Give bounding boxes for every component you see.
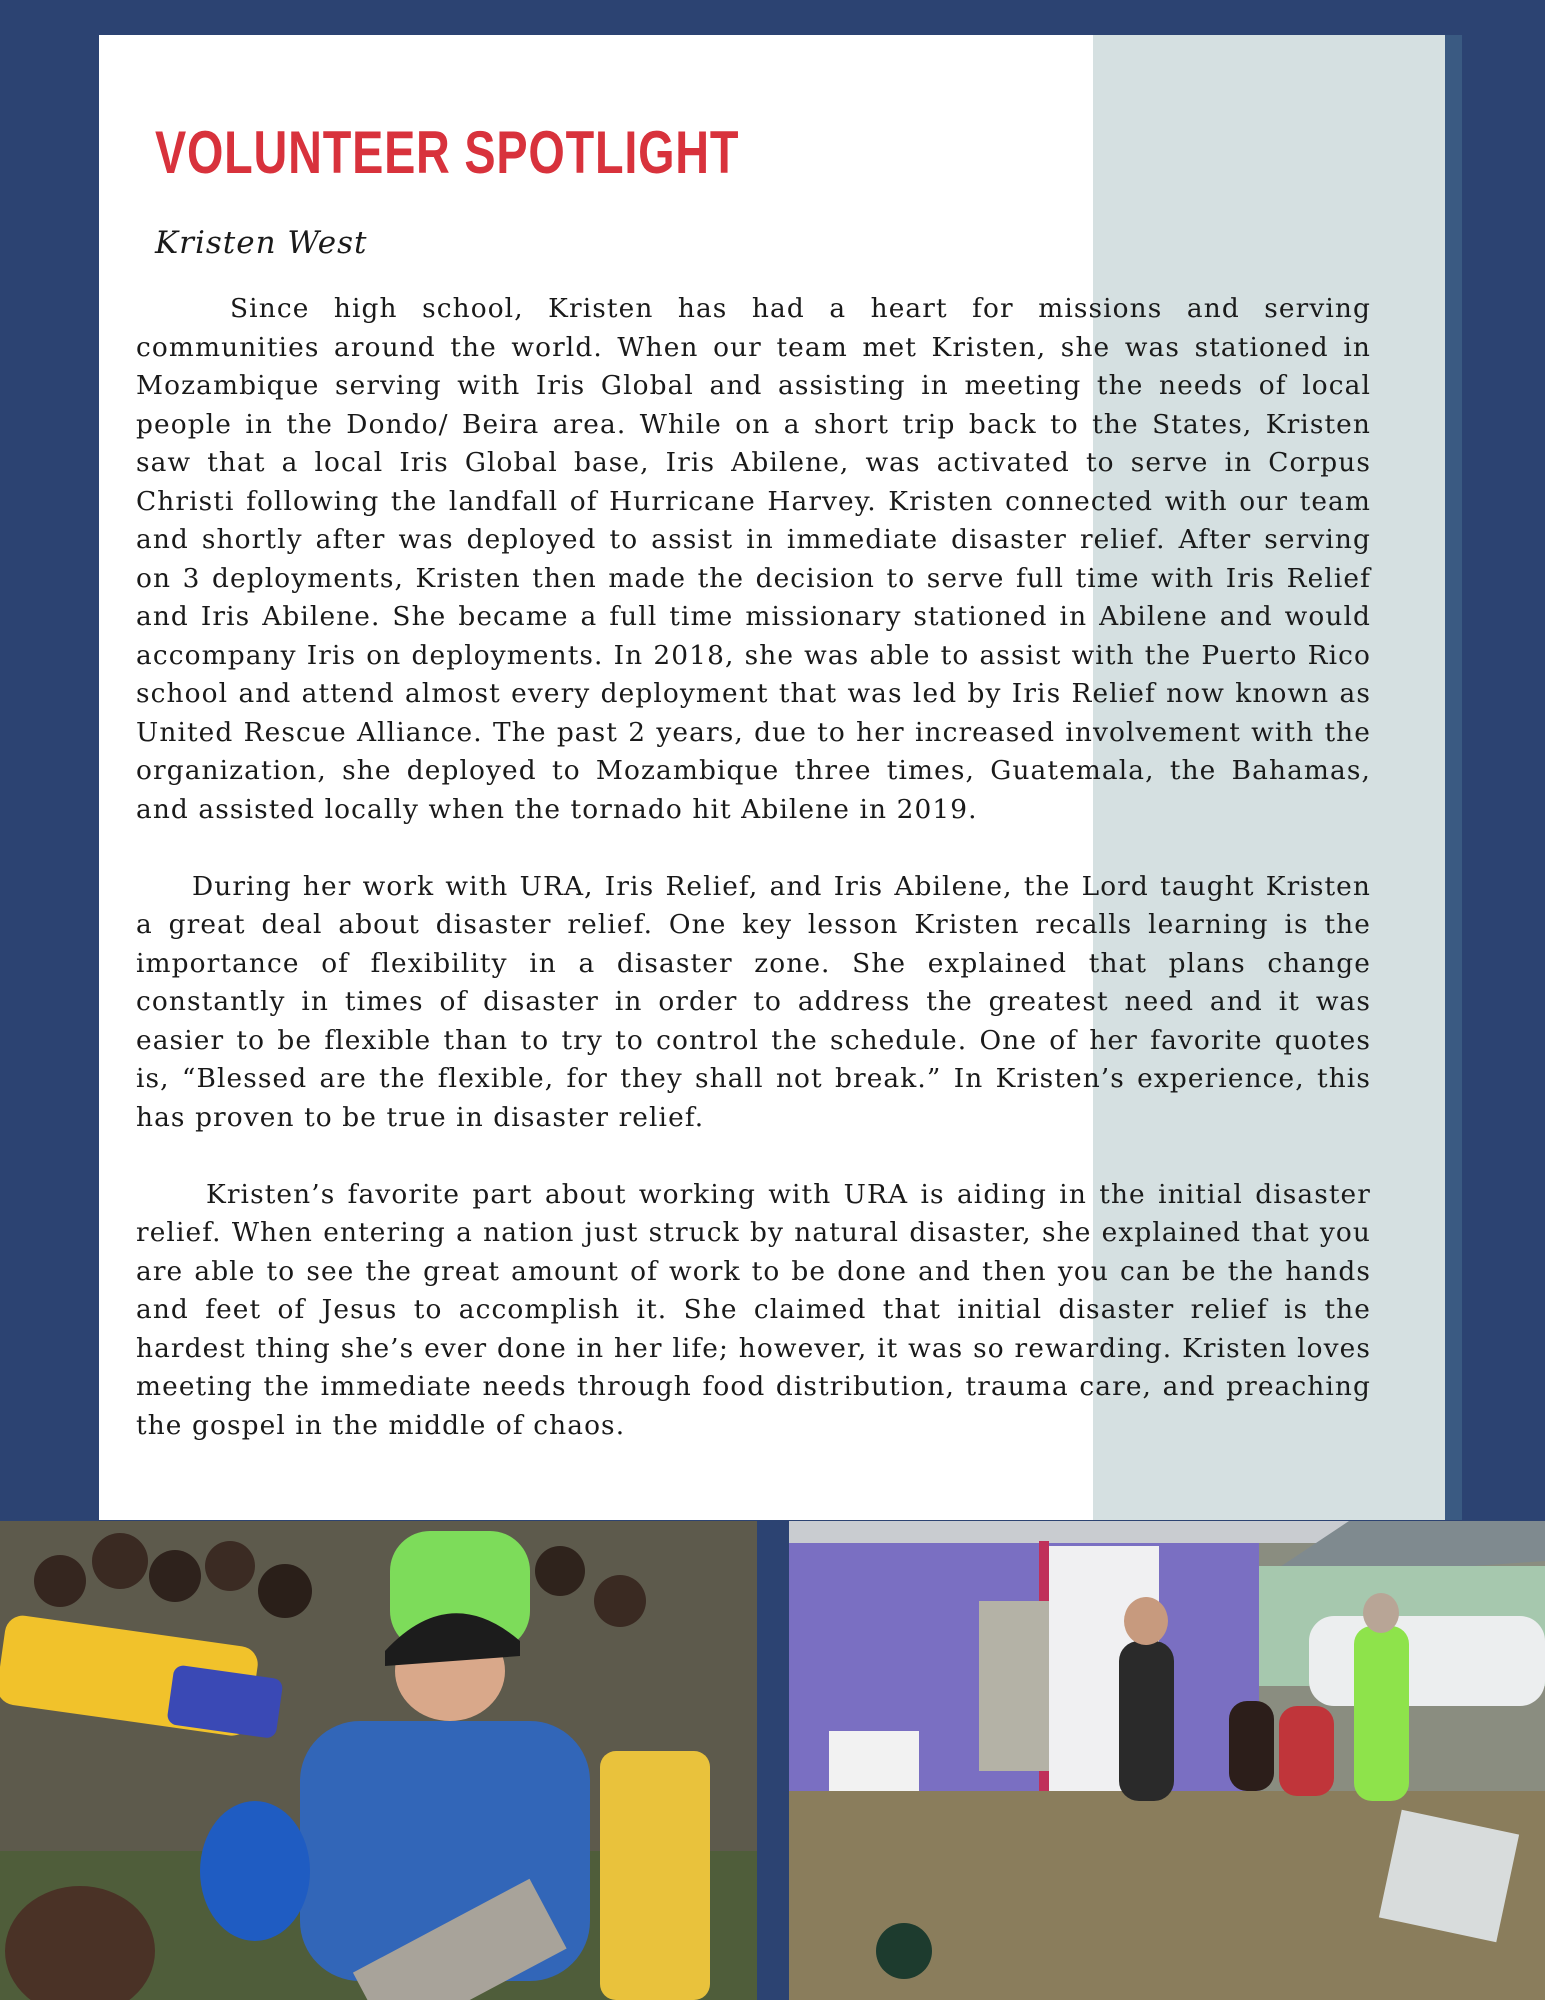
edge-strip bbox=[1445, 35, 1462, 1520]
photo-food-distribution bbox=[0, 1521, 757, 2000]
article-body bbox=[136, 290, 1371, 1484]
paragraph-2: During her work with URA, Iris Relief, and Iris Abilene, the Lord taught Kristen a great deal about disaster relief. One key lesson Kristen recalls learning is the importance of flexibility in a disaster zone. She explained that plans change constantly in times of disaster in order to address the greatest need and it was easier to be flexible than to try to control the schedule. One of her favorite quotes is, “Blessed are the flexible, for they shall not break.” In Kristen’s experience, this has proven to be true in disaster relief. bbox=[136, 870, 1371, 1133]
paragraph-1: Since high school, Kristen has had a heart for missions and serving communities around the world. When our team met Kristen, she was stationed in Mozambique serving with Iris Global and assisting in meeting the needs of local people in the Dondo/ Beira area. While on a short trip back to the States, Kristen saw that a local Iris Global base, Iris Abilene, was activated to serve in Corpus Christi following the landfall of Hurricane Harvey. Kristen connected with our team and shortly after was deployed to assist in immediate disaster relief. After serving on 3 deployments, Kristen then made the decision to serve full time with Iris Relief and Iris Abilene. She became a full time missionary stationed in Abilene and would accompany Iris on deployments. In 2018, she was able to assist with the Puerto Rico school and attend almost every deployment that was led by Iris Relief now known as United Rescue Alliance. The past 2 years, due to her increased involvement with the organization, she deployed to Mozambique three times, Guatemala, the Bahamas, and assisted locally when the tornado hit Abilene in 2019. bbox=[136, 293, 1371, 825]
corner-strip bbox=[757, 1968, 789, 2000]
page-title: VOLUNTEER SPOTLIGHT bbox=[155, 119, 740, 186]
paragraph-3: Kristen’s favorite part about working with URA is aiding in the initial disaster relief. When entering a nation just struck by natural disaster, she explained that you are able to see the great amount of work to be done and then you can be the hands and feet of Jesus to accomplish it. She claimed that initial disaster relief is the hardest thing she’s ever done in her life; however, it was so rewarding. Kristen loves meeting the immediate needs through food distribution, trauma care, and preaching the gospel in the middle of chaos. bbox=[136, 1178, 1371, 1441]
photo-house-visit bbox=[789, 1521, 1545, 2000]
author-name: Kristen West bbox=[155, 225, 368, 261]
